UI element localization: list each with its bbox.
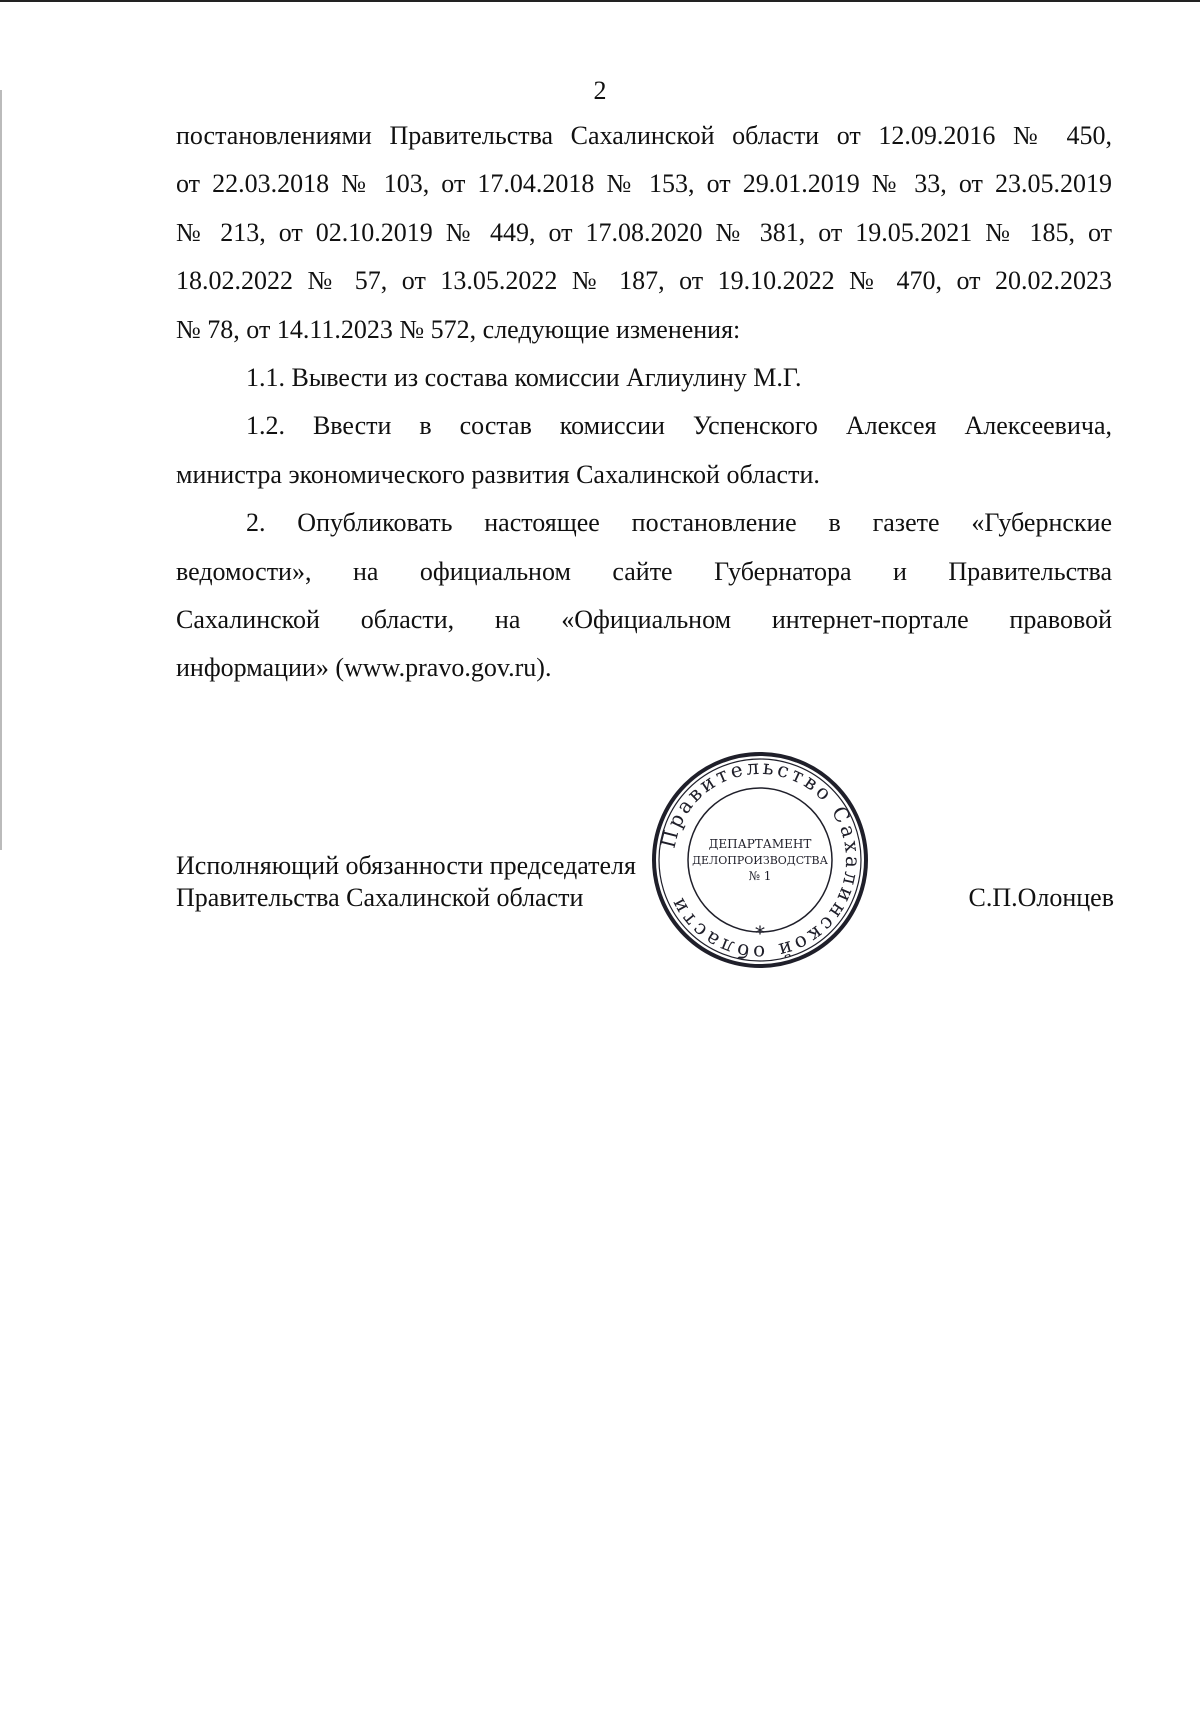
signatory-position: [176, 850, 696, 914]
seal-center-line: ДЕЛОПРОИЗВОДСТВА: [692, 854, 828, 867]
seal-ring-text: Правительство Сахалинской области: [655, 754, 866, 966]
item-2-line: ведомости», на официальном сайте Губернатора и Правительства: [176, 556, 1112, 586]
body-line: № 78, от 14.11.2023 № 572, следующие изменения:: [176, 314, 741, 344]
page-number: 2: [593, 76, 607, 105]
official-seal: [640, 740, 880, 980]
body-line: от 22.03.2018 № 103, от 17.04.2018 № 153, от 29.01.2019 № 33, от 23.05.2019: [176, 169, 1112, 199]
body-line: 18.02.2022 № 57, от 13.05.2022 № 187, от 19.10.2022 № 470, от 20.02.2023: [176, 266, 1112, 296]
document-body: [176, 112, 1112, 693]
item-2-line: информации» (www.pravo.gov.ru).: [176, 653, 552, 683]
item-2-line: 2. Опубликовать настоящее постановление в газете «Губернские: [246, 508, 1112, 538]
signatory-name: С.П.Олонцев: [968, 883, 1114, 912]
body-line: № 213, от 02.10.2019 № 449, от 17.08.2020 № 381, от 19.05.2021 № 185, от: [176, 217, 1112, 247]
signatory-position-line: Правительства Сахалинской области: [176, 883, 584, 912]
item-1-2-line: министра экономического развития Сахалинской области.: [176, 459, 820, 489]
item-2-line: Сахалинской области, на «Официальном интернет-портале правовой: [176, 605, 1112, 635]
body-line: постановлениями Правительства Сахалинской области от 12.09.2016 № 450,: [176, 121, 1112, 150]
item-1-2-line: 1.2. Ввести в состав комиссии Успенского Алексея Алексеевича,: [246, 411, 1112, 441]
item-1-1: 1.1. Вывести из состава комиссии Аглиулину М.Г.: [246, 363, 802, 393]
scan-left-edge: [0, 90, 2, 850]
seal-center-line: ДЕПАРТАМЕНТ: [708, 837, 812, 851]
scan-top-edge: [0, 0, 1200, 2]
signatory-position-line: Исполняющий обязанности председателя: [176, 851, 636, 880]
seal-center-line: № 1: [748, 869, 772, 883]
seal-star: *: [755, 921, 765, 945]
